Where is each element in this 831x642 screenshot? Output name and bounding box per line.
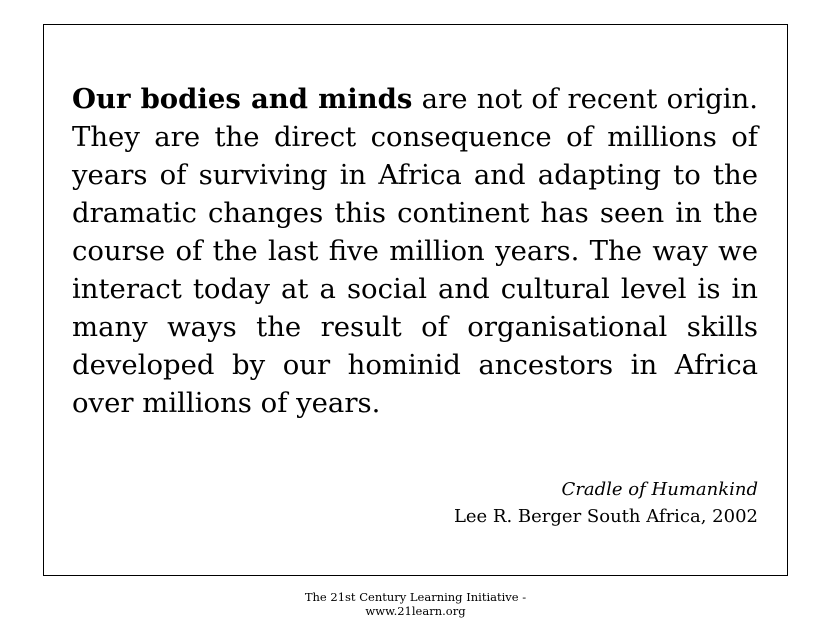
citation-author: Lee R. Berger South Africa, 2002 — [453, 506, 758, 527]
quote-text — [72, 80, 758, 422]
citation-book-title: Cradle of Humankind — [561, 479, 758, 500]
citation — [454, 476, 758, 530]
page-footer — [0, 590, 831, 618]
quote-lead: Our bodies and minds — [72, 83, 413, 115]
footer-line-2: www.21learn.org — [365, 604, 466, 618]
quote-body: are not of recent origin. They are the direct consequence of millions of years of surviving in Africa and adapting to the dramatic changes this continent has seen in the course of the last five million years. The way we interact today at a social and cultural level is in many ways the result of organisational skills developed by our hominid ancestors in Africa over millions of years. — [72, 83, 758, 419]
footer-line-1: The 21st Century Learning Initiative - — [304, 590, 527, 604]
